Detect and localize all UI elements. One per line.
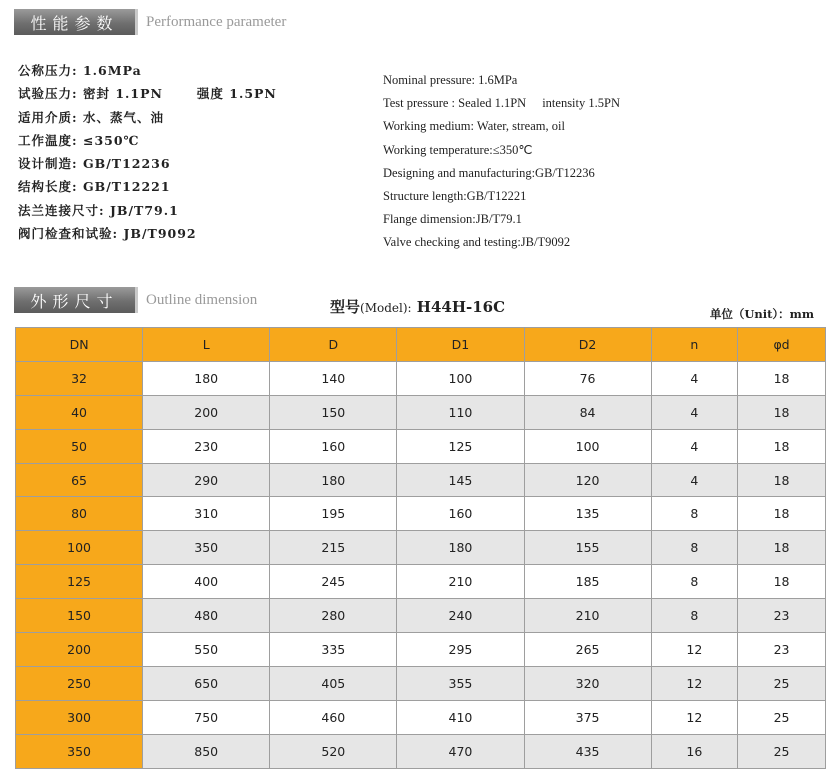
- spec-value: GB/T12236: [82, 156, 171, 172]
- spec-label: 适用介质:: [18, 109, 78, 125]
- table-cell-dn: 250: [16, 666, 143, 700]
- table-cell: 8: [651, 531, 737, 565]
- table-cell: 125: [397, 429, 524, 463]
- spec-list-english: [383, 69, 620, 255]
- table-cell: 335: [270, 633, 397, 667]
- table-cell: 355: [397, 666, 524, 700]
- spec-row-en: [383, 208, 620, 231]
- table-cell-dn: 50: [16, 429, 143, 463]
- spec-label: 公称压力:: [18, 63, 78, 78]
- spec-text: Flange dimension:JB/T79.1: [383, 212, 522, 227]
- table-cell: 23: [738, 599, 826, 633]
- table-cell: 310: [143, 497, 270, 531]
- table-cell: 25: [738, 700, 826, 734]
- spec-row-en: [383, 162, 620, 185]
- table-cell-dn: 32: [16, 361, 143, 395]
- table-cell: 4: [651, 429, 737, 463]
- spec-label: 法兰连接尺寸:: [18, 202, 105, 218]
- table-cell: 25: [738, 666, 826, 700]
- model-prefix: 型号: [330, 298, 361, 316]
- spec-row-en: [383, 139, 620, 162]
- spec-value: 1.6MPa: [82, 63, 142, 78]
- performance-section-subtitle: Performance parameter: [146, 13, 287, 30]
- column-header: D1: [397, 328, 524, 362]
- spec-label: 阀门检查和试验:: [18, 226, 119, 242]
- table-cell: 16: [651, 734, 737, 768]
- table-cell: 350: [143, 531, 270, 565]
- table-cell-dn: 80: [16, 497, 143, 531]
- table-cell: 150: [270, 395, 397, 429]
- outline-section-header: [14, 287, 257, 313]
- column-header: D: [270, 328, 397, 362]
- table-cell: 100: [524, 429, 651, 463]
- table-cell: 200: [143, 395, 270, 429]
- table-cell: 25: [738, 734, 826, 768]
- spec-row-cn: [18, 82, 277, 105]
- table-cell: 18: [738, 565, 826, 599]
- table-cell: 470: [397, 734, 524, 768]
- table-cell: 76: [524, 361, 651, 395]
- table-cell: 460: [270, 700, 397, 734]
- spec-row-cn: [18, 152, 277, 175]
- table-row: [16, 463, 826, 497]
- table-cell: 180: [143, 361, 270, 395]
- table-row: [16, 700, 826, 734]
- table-cell: 160: [397, 497, 524, 531]
- table-cell: 18: [738, 463, 826, 497]
- spec-text: Working medium: Water, stream, oil: [383, 119, 565, 134]
- table-cell: 8: [651, 599, 737, 633]
- spec-text: Nominal pressure: 1.6MPa: [383, 73, 518, 87]
- table-row: [16, 666, 826, 700]
- table-cell: 410: [397, 700, 524, 734]
- table-cell: 240: [397, 599, 524, 633]
- table-cell-dn: 200: [16, 633, 143, 667]
- outline-section-subtitle: Outline dimension: [146, 291, 258, 308]
- spec-value: ≤350℃: [82, 132, 140, 148]
- table-body: [16, 361, 826, 768]
- table-cell: 8: [651, 497, 737, 531]
- table-cell: 84: [524, 395, 651, 429]
- table-cell-dn: 150: [16, 599, 143, 633]
- table-row: [16, 497, 826, 531]
- table-cell-dn: 350: [16, 734, 143, 768]
- table-cell: 210: [397, 565, 524, 599]
- table-cell: 405: [270, 666, 397, 700]
- spec-row-cn: [18, 106, 277, 129]
- table-cell: 18: [738, 497, 826, 531]
- table-cell: 480: [143, 599, 270, 633]
- table-row: [16, 361, 826, 395]
- table-cell: 110: [397, 395, 524, 429]
- spec-row-cn: [18, 129, 277, 152]
- table-row: [16, 633, 826, 667]
- spec-value: 水、蒸气、油: [82, 109, 164, 125]
- spec-value: JB/T79.1: [109, 202, 179, 218]
- spec-text: Test pressure : Sealed 1.1PN: [383, 96, 527, 111]
- model-value: H44H-16C: [416, 298, 506, 316]
- table-row: [16, 531, 826, 565]
- table-row: [16, 429, 826, 463]
- spec-list-chinese: [18, 59, 277, 245]
- table-cell: 18: [738, 531, 826, 565]
- table-cell: 4: [651, 395, 737, 429]
- table-cell: 320: [524, 666, 651, 700]
- table-cell: 12: [651, 700, 737, 734]
- spec-row-en: [383, 92, 620, 115]
- table-cell: 155: [524, 531, 651, 565]
- table-cell: 550: [143, 633, 270, 667]
- table-cell: 265: [524, 633, 651, 667]
- table-cell-dn: 100: [16, 531, 143, 565]
- table-cell: 100: [397, 361, 524, 395]
- performance-section-header: [14, 9, 286, 35]
- table-cell: 230: [143, 429, 270, 463]
- table-cell: 12: [651, 666, 737, 700]
- dimension-table: [15, 327, 826, 769]
- table-cell: 195: [270, 497, 397, 531]
- spec-text: Valve checking and testing:JB/T9092: [383, 235, 571, 250]
- table-row: [16, 565, 826, 599]
- table-cell-dn: 40: [16, 395, 143, 429]
- table-cell: 4: [651, 361, 737, 395]
- table-row: [16, 599, 826, 633]
- column-header: D2: [524, 328, 651, 362]
- table-cell-dn: 125: [16, 565, 143, 599]
- table-cell: 180: [397, 531, 524, 565]
- spec-row-cn: [18, 59, 277, 82]
- table-cell: 400: [143, 565, 270, 599]
- table-cell: 18: [738, 429, 826, 463]
- model-label: [330, 296, 505, 317]
- table-cell: 295: [397, 633, 524, 667]
- spec-value: 密封 1.1PN: [82, 86, 163, 102]
- table-cell: 750: [143, 700, 270, 734]
- table-cell: 12: [651, 633, 737, 667]
- table-row: [16, 395, 826, 429]
- table-cell: 23: [738, 633, 826, 667]
- spec-label: 工作温度:: [18, 132, 78, 148]
- table-cell: 850: [143, 734, 270, 768]
- table-cell: 435: [524, 734, 651, 768]
- spec-text: Working temperature:≤350℃: [383, 142, 533, 157]
- column-header: n: [651, 328, 737, 362]
- table-cell: 650: [143, 666, 270, 700]
- spec-row-en: [383, 69, 620, 92]
- spec-label: 结构长度:: [18, 179, 78, 195]
- table-cell: 215: [270, 531, 397, 565]
- spec-row-cn: [18, 199, 277, 222]
- spec-text: Structure length:GB/T12221: [383, 188, 527, 203]
- table-cell: 280: [270, 599, 397, 633]
- table-cell: 4: [651, 463, 737, 497]
- table-row: [16, 734, 826, 768]
- table-cell: 18: [738, 395, 826, 429]
- spec-row-en: [383, 231, 620, 254]
- table-cell-dn: 300: [16, 700, 143, 734]
- spec-value: GB/T12221: [82, 179, 171, 195]
- table-cell: 135: [524, 497, 651, 531]
- unit-label: 单位（Unit）：mm: [709, 307, 814, 321]
- model-prefix-english: (Model):: [360, 301, 412, 315]
- outline-section-title: 外形尺寸: [14, 287, 138, 313]
- table-cell: 140: [270, 361, 397, 395]
- table-cell: 120: [524, 463, 651, 497]
- column-header: φd: [738, 328, 826, 362]
- spec-label: 设计制造:: [18, 156, 78, 172]
- table-cell: 520: [270, 734, 397, 768]
- table-cell: 375: [524, 700, 651, 734]
- table-cell-dn: 65: [16, 463, 143, 497]
- spec-extra: intensity 1.5PN: [542, 96, 620, 111]
- table-cell: 185: [524, 565, 651, 599]
- spec-text: Designing and manufacturing:GB/T12236: [383, 165, 595, 180]
- table-cell: 145: [397, 463, 524, 497]
- spec-extra: 强度 1.5PN: [196, 86, 277, 102]
- spec-label: 试验压力:: [18, 86, 78, 102]
- table-cell: 245: [270, 565, 397, 599]
- spec-value: JB/T9092: [123, 226, 197, 242]
- table-cell: 160: [270, 429, 397, 463]
- spec-row-cn: [18, 175, 277, 198]
- table-cell: 8: [651, 565, 737, 599]
- spec-row-en: [383, 185, 620, 208]
- table-cell: 18: [738, 361, 826, 395]
- table-cell: 180: [270, 463, 397, 497]
- table-header-row: [16, 328, 826, 362]
- performance-section-title: 性能参数: [14, 9, 138, 35]
- column-header: L: [143, 328, 270, 362]
- table-cell: 210: [524, 599, 651, 633]
- table-cell: 290: [143, 463, 270, 497]
- spec-row-cn: [18, 222, 277, 245]
- spec-row-en: [383, 115, 620, 138]
- column-header: DN: [16, 328, 143, 362]
